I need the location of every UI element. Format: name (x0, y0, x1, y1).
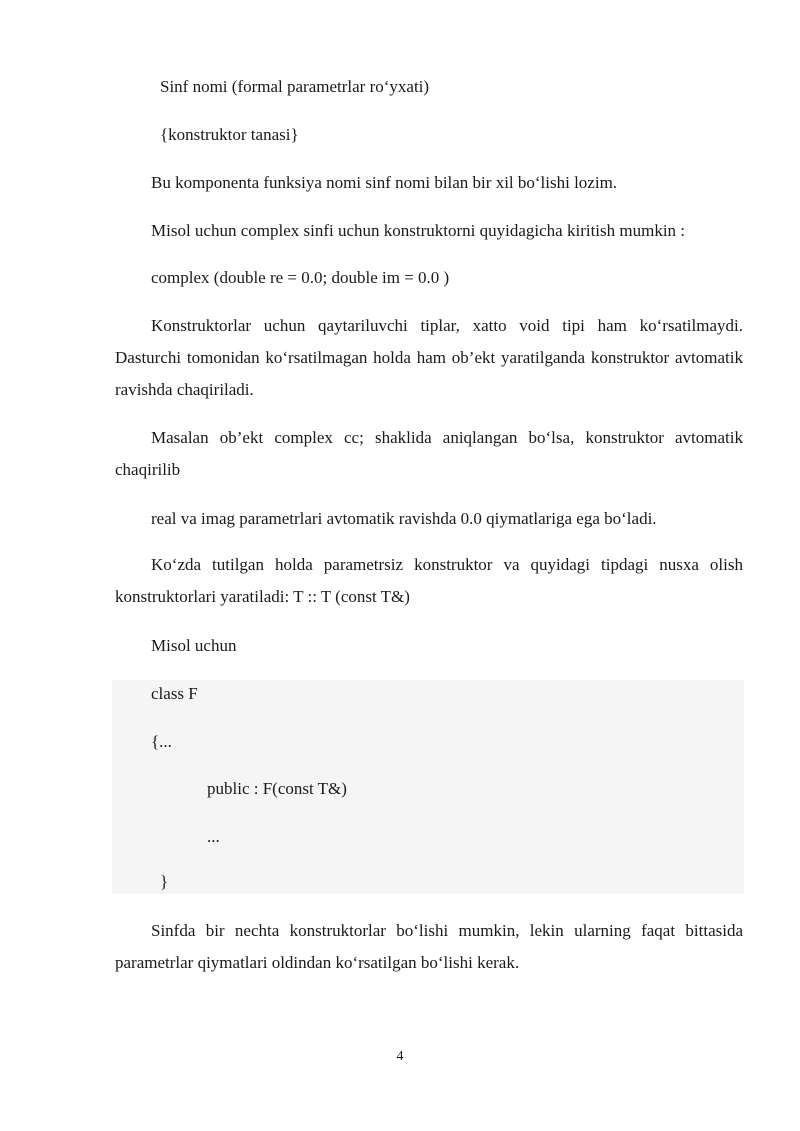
paragraph-multiple-constructors: Sinfda bir nechta konstruktorlar bo‘lishi mumkin, lekin ularning faqat bittasida parametrlar qiymatlari oldindan ko‘rsatilgan bo‘lishi kerak. (115, 921, 743, 972)
paragraph-default-constructors: Ko‘zda tutilgan holda parametrsiz konstruktor va quyidagi tipdagi nusxa olish konstruktorlari yaratiladi: T :: T (const T&) (115, 555, 743, 606)
code-line-open-brace: {... (151, 732, 172, 751)
code-complex-signature: complex (double re = 0.0; double im = 0.0 ) (151, 268, 450, 287)
syntax-line-class-name: Sinf nomi (formal parametrlar ro‘yxati) (160, 77, 430, 96)
page-number: 4 (396, 1049, 404, 1064)
paragraph-object-example: Masalan ob’ekt complex cc; shaklida aniqlangan bo‘lsa, konstruktor avtomatik chaqirilib (115, 428, 743, 479)
paragraph-example-label: Misol uchun (151, 636, 237, 655)
code-line-ellipsis: ... (207, 827, 220, 846)
code-line-public-constructor: public : F(const T&) (207, 779, 347, 798)
paragraph-return-types: Konstruktorlar uchun qaytariluvchi tiplar, xatto void tipi ham ko‘rsatilmaydi. Dasturchi tomonidan ko‘rsatilmagan holda ham ob’ekt yaratilganda konstruktor avtomatik ravishda chaqiriladi. (115, 316, 743, 399)
paragraph-real-imag: real va imag parametrlari avtomatik ravishda 0.0 qiymatlariga ega bo‘ladi. (151, 509, 657, 528)
paragraph-complex-example: Misol uchun complex sinfi uchun konstruktorni quyidagicha kiritish mumkin : (151, 221, 686, 240)
paragraph-component-rule: Bu komponenta funksiya nomi sinf nomi bilan bir xil bo‘lishi lozim. (151, 173, 618, 192)
code-line-close-brace: } (160, 872, 169, 891)
code-line-class: class F (151, 684, 198, 703)
syntax-line-constructor-body: {konstruktor tanasi} (160, 125, 299, 144)
